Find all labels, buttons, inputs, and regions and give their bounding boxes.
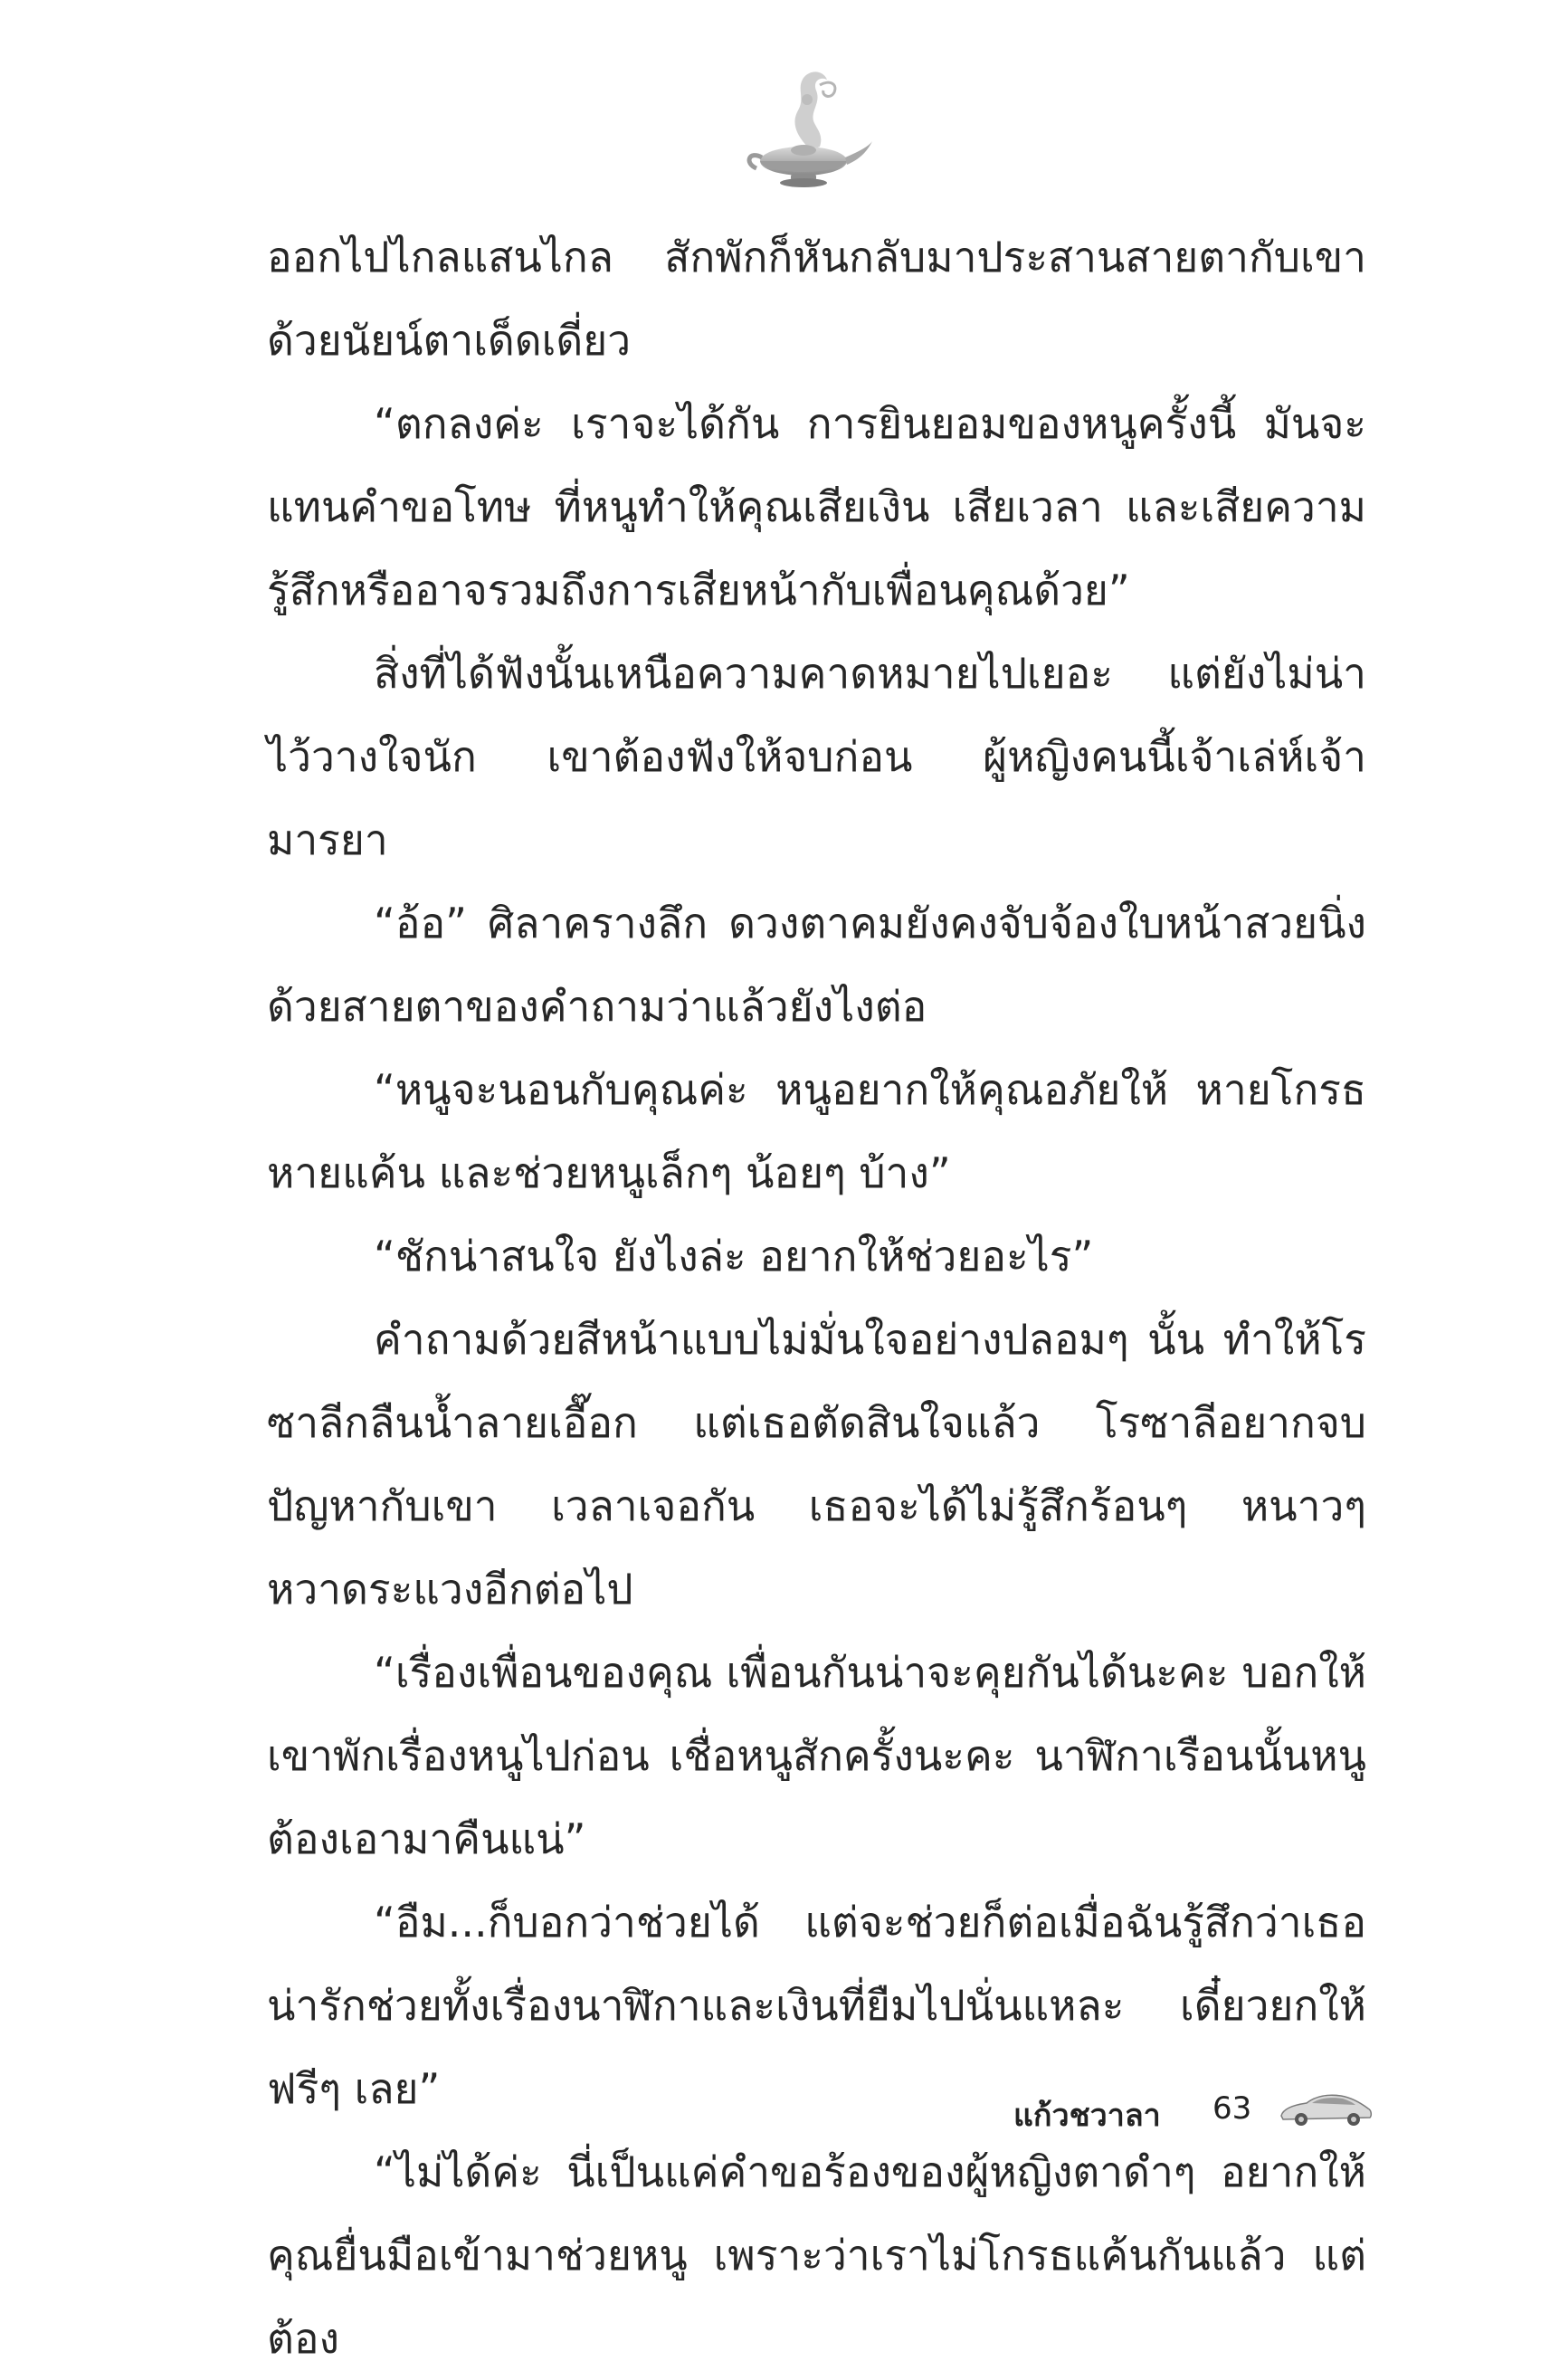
page-number: 63: [1212, 2090, 1252, 2127]
paragraph: “ไม่ได้ค่ะ นี่เป็นแค่คำขอร้องของผู้หญิงตาดำๆ อยากให้คุณยื่นมือเข้ามาช่วยหนู เพราะว่าเราไม่โกรธแค้นกันแล้ว แต่ต้อง: [267, 2147, 1366, 2363]
paragraph: “อืม...ก็บอกว่าช่วยได้ แต่จะช่วยก็ต่อเมื่อฉันรู้สึกว่าเธอน่ารักช่วยทั้งเรื่องนาฬิกาและเงินที่ยืมไปนั่นแหละ เดี๋ยวยกให้ฟรีๆ เลย”: [267, 1898, 1366, 2113]
book-title: แก้วชวาลา: [1013, 2098, 1161, 2134]
paragraph: สิ่งที่ได้ฟังนั้นเหนือความคาดหมายไปเยอะ แต่ยังไม่น่าไว้วางใจนัก เขาต้องฟังให้จบก่อน ผู้หญิงคนนี้เจ้าเล่ห์เจ้ามารยา: [267, 649, 1366, 864]
paragraph: ออกไปไกลแสนไกล สักพักก็หันกลับมาประสานสายตากับเขาด้วยนัยน์ตาเด็ดเดี่ยว: [267, 233, 1366, 365]
genie-lamp-icon: [733, 63, 878, 199]
paragraph: “อ้อ” ศิลาครางลึก ดวงตาคมยังคงจับจ้องใบหน้าสวยนิ่งด้วยสายตาของคำถามว่าแล้วยังไงต่อ: [267, 899, 1366, 1031]
paragraph: “ตกลงค่ะ เราจะได้กัน การยินยอมของหนูครั้งนี้ มันจะแทนคำขอโทษ ที่หนูทำให้คุณเสียเงิน เสียเวลา และเสียความรู้สึกหรืออาจรวมถึงการเสียหน้ากับเพื่อนคุณด้วย”: [267, 399, 1366, 614]
paragraph: คำถามด้วยสีหน้าแบบไม่มั่นใจอย่างปลอมๆ นั้น ทำให้โรซาลีกลืนน้ำลายเอื๊อก แต่เธอตัดสินใจแล้ว โรซาลีอยากจบปัญหากับเขา เวลาเจอกัน เธอจะได้ไม่รู้สึกร้อนๆ หนาวๆ หวาดระแวงอีกต่อไป: [267, 1315, 1366, 1614]
paragraph: “เรื่องเพื่อนของคุณ เพื่อนกันน่าจะคุยกันได้นะคะ บอกให้เขาพักเรื่องหนูไปก่อน เชื่อหนูสักครั้งนะคะ นาฬิกาเรือนนั้นหนูต้องเอามาคืนแน่”: [267, 1648, 1366, 1863]
paragraph: “หนูจะนอนกับคุณค่ะ หนูอยากให้คุณอภัยให้ หายโกรธหายแค้น และช่วยหนูเล็กๆ น้อยๆ บ้าง”: [267, 1065, 1366, 1197]
paragraph: “ชักน่าสนใจ ยังไงล่ะ อยากให้ช่วยอะไร”: [374, 1232, 1094, 1280]
page-footer: [1013, 2080, 1393, 2143]
body-text: [267, 215, 1366, 2380]
sports-car-icon: [1276, 2085, 1375, 2130]
